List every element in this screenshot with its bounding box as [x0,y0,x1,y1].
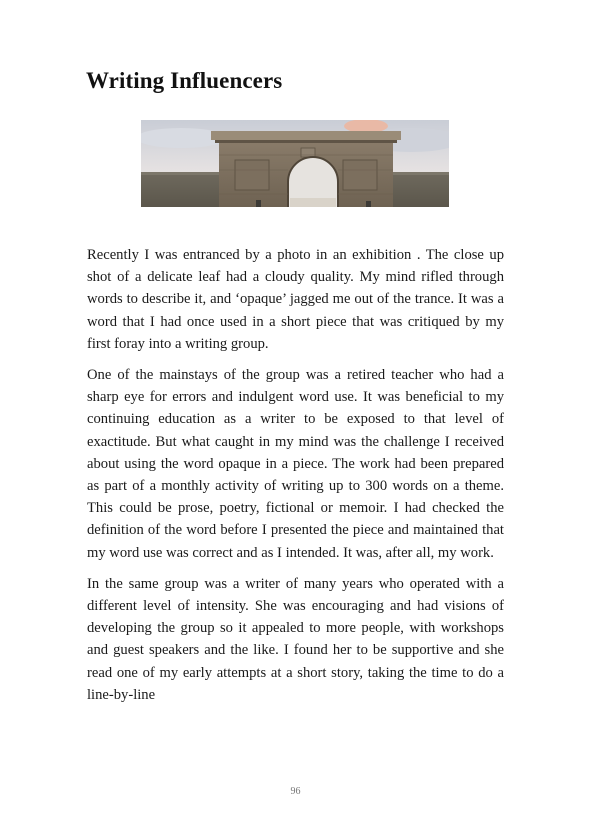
paragraph: One of the mainstays of the group was a retired teacher who had a sharp eye for errors and indulgent word use. It was beneficial to my continuing education as a writer to be exposed to that level of exactitude. But what caught in my mind was the challenge I received about using the word opaque in a piece. The work had been prepared as part of a monthly activity of writing up to 300 words on a theme. This could be prose, poetry, fictional or memoir. I had checked the definition of the word before I presented the piece and maintained that my word use was correct and as I intended. It was, after all, my work. [87,367,504,561]
paragraph: In the same group was a writer of many years who operated with a different level of intensity. She was encouraging and had visions of developing the group so it appealed to more people, with workshops and guest speakers and the like. I found her to be supportive and she read one of my early attempts at a short story, taking the time to do a line-by-line [87,575,504,703]
page-number: 96 [290,786,301,797]
stone-arch-photo [141,120,449,207]
page-title: Writing Influencers [86,68,283,93]
article-body [87,244,504,715]
paragraph: Recently I was entranced by a photo in an exhibition . The close up shot of a delicate leaf had a cloudy quality. My mind rifled through words to describe it, and ‘opaque’ jagged me out of the trance. It was a word that I had once used in a short piece that was critiqued by my first foray into a writing group. [87,247,504,352]
